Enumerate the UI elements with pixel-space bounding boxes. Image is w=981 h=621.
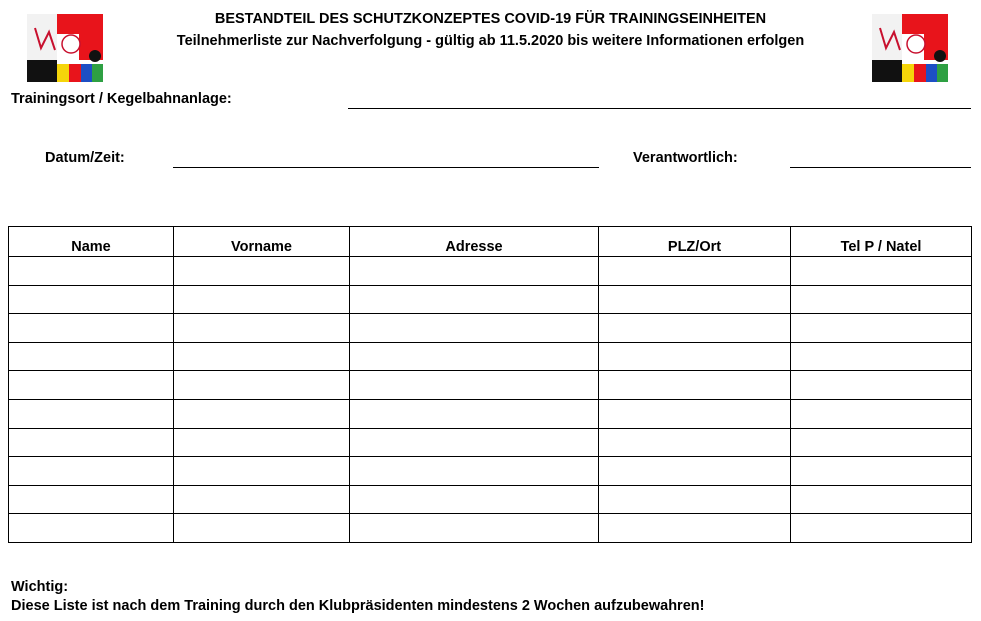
cell-adresse[interactable] [350, 485, 599, 514]
date-label: Datum/Zeit: [45, 150, 125, 166]
page-subtitle: Teilnehmerliste zur Nachverfolgung - gültig ab 11.5.2020 bis weitere Informationen erfolgen [176, 33, 805, 49]
cell-name[interactable] [9, 371, 174, 400]
cell-plz-ort[interactable] [599, 457, 791, 486]
cell-plz-ort[interactable] [599, 257, 791, 286]
cell-telefon[interactable] [791, 285, 972, 314]
cell-vorname[interactable] [174, 485, 350, 514]
cell-plz-ort[interactable] [599, 285, 791, 314]
column-header-name: Name [9, 227, 174, 257]
cell-telefon[interactable] [791, 257, 972, 286]
responsible-label: Verantwortlich: [633, 150, 738, 166]
cell-plz-ort[interactable] [599, 342, 791, 371]
cell-vorname[interactable] [174, 342, 350, 371]
cell-plz-ort[interactable] [599, 371, 791, 400]
cell-adresse[interactable] [350, 371, 599, 400]
cell-adresse[interactable] [350, 399, 599, 428]
column-header-telefon: Tel P / Natel [791, 227, 972, 257]
column-header-adresse: Adresse [350, 227, 599, 257]
cell-name[interactable] [9, 257, 174, 286]
cell-plz-ort[interactable] [599, 428, 791, 457]
responsible-field[interactable] [790, 167, 971, 168]
location-label: Trainingsort / Kegelbahnanlage: [11, 91, 232, 107]
cell-vorname[interactable] [174, 457, 350, 486]
cell-name[interactable] [9, 399, 174, 428]
table-body [9, 257, 972, 543]
table-row [9, 514, 972, 543]
cell-vorname[interactable] [174, 314, 350, 343]
cell-plz-ort[interactable] [599, 314, 791, 343]
cell-adresse[interactable] [350, 342, 599, 371]
table-row [9, 285, 972, 314]
table-row [9, 314, 972, 343]
table-row [9, 399, 972, 428]
cell-adresse[interactable] [350, 285, 599, 314]
cell-telefon[interactable] [791, 514, 972, 543]
cell-telefon[interactable] [791, 314, 972, 343]
cell-vorname[interactable] [174, 257, 350, 286]
note-text: Diese Liste ist nach dem Training durch den Klubpräsidenten mindestens 2 Wochen aufzubewahren! [11, 598, 705, 614]
cell-adresse[interactable] [350, 257, 599, 286]
participant-table [8, 226, 972, 543]
table-row [9, 371, 972, 400]
cell-telefon[interactable] [791, 399, 972, 428]
cell-name[interactable] [9, 457, 174, 486]
table-row [9, 485, 972, 514]
cell-adresse[interactable] [350, 314, 599, 343]
table-row [9, 428, 972, 457]
cell-vorname[interactable] [174, 399, 350, 428]
page-title: BESTANDTEIL DES SCHUTZKONZEPTES COVID-19 FÜR TRAININGSEINHEITEN [214, 11, 767, 27]
cell-telefon[interactable] [791, 342, 972, 371]
cell-adresse[interactable] [350, 428, 599, 457]
cell-vorname[interactable] [174, 371, 350, 400]
cell-adresse[interactable] [350, 514, 599, 543]
cell-vorname[interactable] [174, 514, 350, 543]
note-heading: Wichtig: [11, 579, 69, 595]
column-header-plz-ort: PLZ/Ort [599, 227, 791, 257]
table-row [9, 257, 972, 286]
cell-telefon[interactable] [791, 371, 972, 400]
cell-name[interactable] [9, 514, 174, 543]
cell-adresse[interactable] [350, 457, 599, 486]
table-row [9, 457, 972, 486]
date-field[interactable] [173, 167, 599, 168]
cell-plz-ort[interactable] [599, 399, 791, 428]
cell-vorname[interactable] [174, 285, 350, 314]
cell-telefon[interactable] [791, 457, 972, 486]
column-header-vorname: Vorname [174, 227, 350, 257]
cell-name[interactable] [9, 428, 174, 457]
table-header-row [9, 227, 972, 257]
location-field[interactable] [348, 108, 971, 109]
cell-vorname[interactable] [174, 428, 350, 457]
cell-name[interactable] [9, 314, 174, 343]
cell-telefon[interactable] [791, 485, 972, 514]
cell-telefon[interactable] [791, 428, 972, 457]
cell-name[interactable] [9, 285, 174, 314]
cell-plz-ort[interactable] [599, 514, 791, 543]
table-row [9, 342, 972, 371]
cell-name[interactable] [9, 342, 174, 371]
cell-plz-ort[interactable] [599, 485, 791, 514]
cell-name[interactable] [9, 485, 174, 514]
